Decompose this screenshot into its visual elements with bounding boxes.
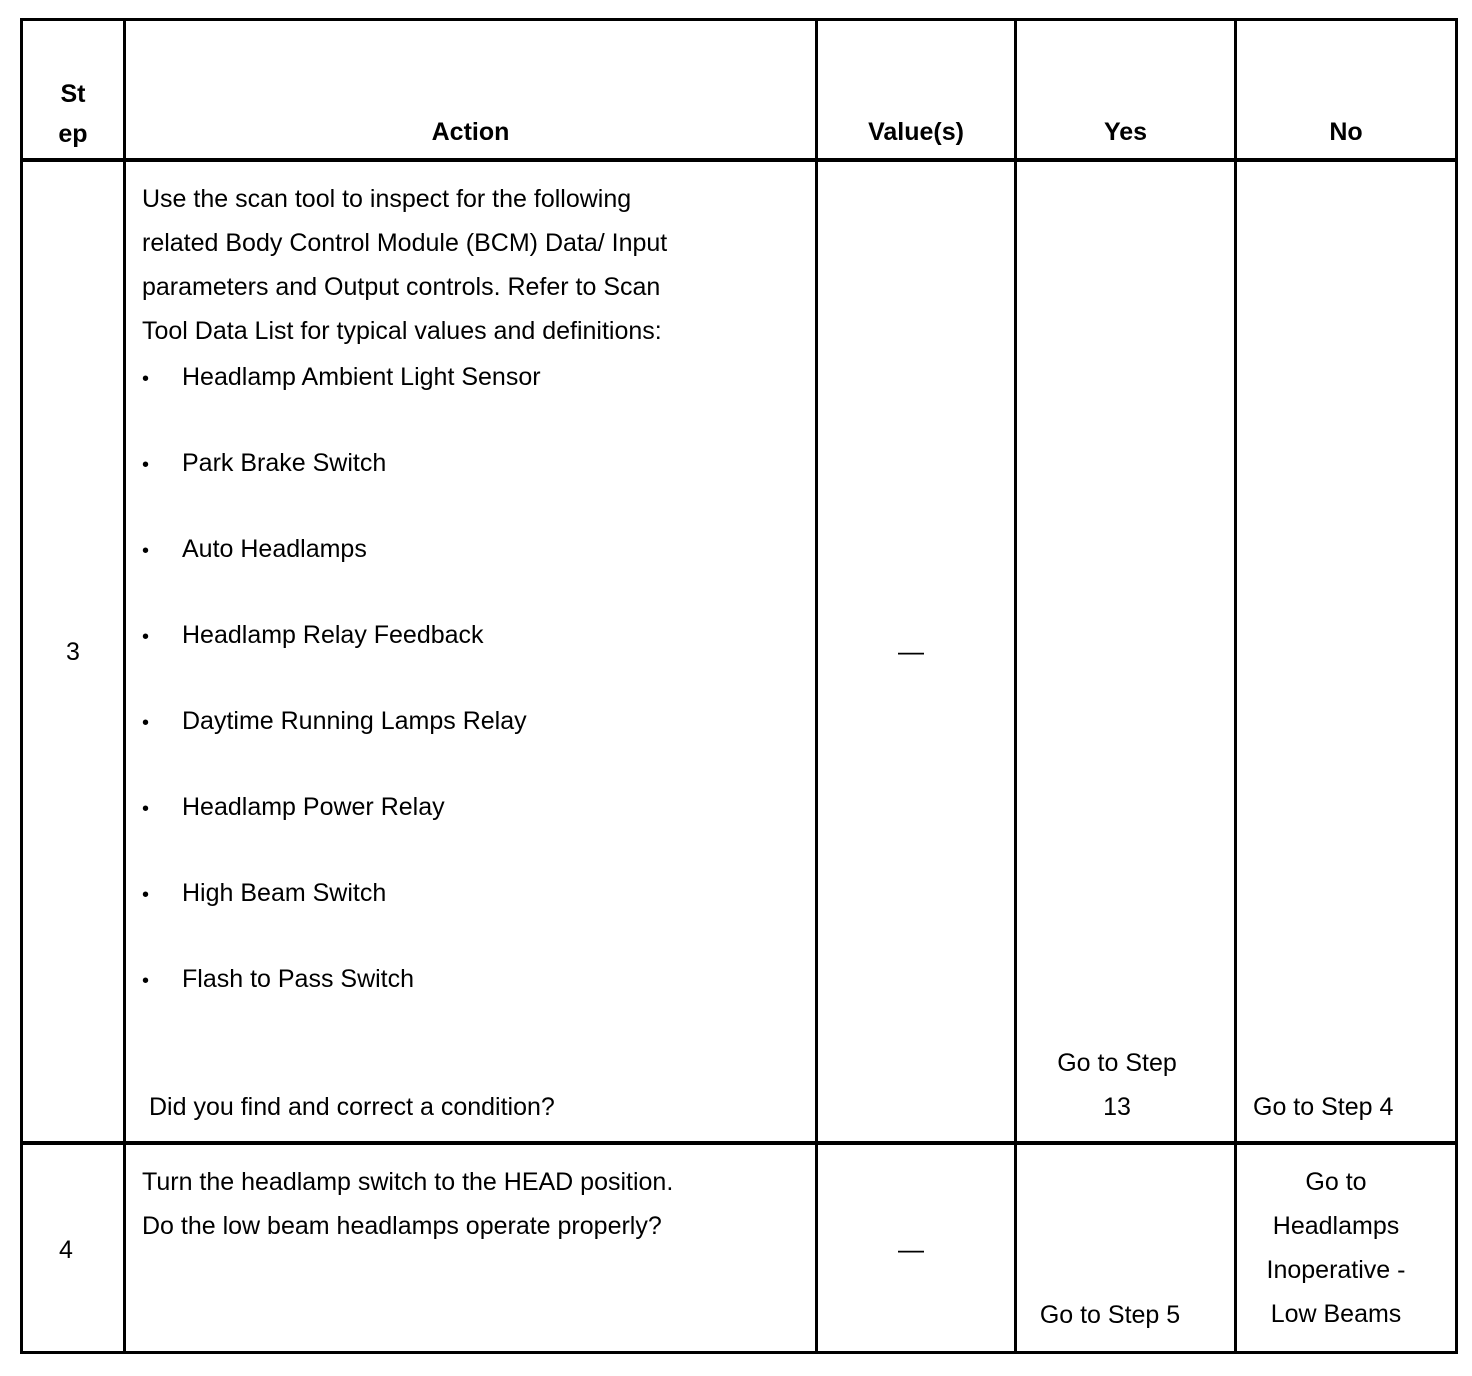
row4-no-line: Inoperative - (1266, 1256, 1406, 1284)
row3-bullet-item (142, 964, 414, 996)
row3-value: — (898, 636, 924, 666)
bullet-icon: • (142, 798, 150, 820)
table-top-border (20, 18, 1458, 21)
bullet-label: Park Brake Switch (182, 449, 387, 477)
row3-action-line: Tool Data List for typical values and definitions: (142, 317, 662, 345)
row3-bullet-item (142, 448, 386, 480)
bullet-label: Headlamp Ambient Light Sensor (182, 363, 541, 391)
bullet-label: Daytime Running Lamps Relay (182, 707, 527, 735)
row3-bottom-border (20, 1141, 1458, 1145)
row4-action (142, 1160, 673, 1248)
row3-yes-line: Go to Step (1057, 1049, 1177, 1077)
row3-yes (1017, 1041, 1217, 1129)
header-no: No (1329, 118, 1363, 146)
col-divider-step (123, 18, 126, 1354)
header-yes: Yes (1103, 118, 1148, 146)
row3-action-line: Use the scan tool to inspect for the following (142, 185, 632, 213)
table-bottom-border (20, 1351, 1458, 1354)
header-values: Value(s) (868, 118, 964, 146)
bullet-icon: • (142, 540, 150, 562)
header-step-line1: St (60, 80, 86, 108)
row3-bullet-item (142, 706, 527, 738)
row3-bullet-item (142, 792, 445, 824)
row4-action-line: Do the low beam headlamps operate properly? (142, 1212, 662, 1240)
bullet-icon: • (142, 368, 150, 390)
row3-bullet-item (142, 534, 367, 566)
header-bottom-border (20, 158, 1458, 162)
col-divider-values (1014, 18, 1017, 1354)
header-action: Action (431, 118, 510, 146)
row4-no-line: Go to (1305, 1168, 1367, 1196)
bullet-icon: • (142, 884, 150, 906)
row4-no-line: Low Beams (1270, 1300, 1402, 1328)
header-step-line2: ep (58, 120, 88, 148)
row3-action-intro (142, 177, 667, 353)
bullet-label: Flash to Pass Switch (182, 965, 415, 993)
row3-action-line: related Body Control Module (BCM) Data/ Input (142, 229, 668, 257)
row3-bullet-item (142, 878, 386, 910)
row3-question: Did you find and correct a condition? (149, 1093, 555, 1121)
bullet-label: Auto Headlamps (182, 535, 367, 563)
row4-value: — (898, 1234, 924, 1264)
bullet-label: High Beam Switch (182, 879, 387, 907)
bullet-label: Headlamp Power Relay (182, 793, 445, 821)
row3-yes-line: 13 (1103, 1093, 1131, 1121)
row4-no-line: Headlamps (1272, 1212, 1400, 1240)
table-left-border (20, 18, 23, 1354)
col-divider-action (815, 18, 818, 1354)
row3-action-line: parameters and Output controls. Refer to Scan (142, 273, 661, 301)
table-right-border (1455, 18, 1458, 1354)
bullet-icon: • (142, 970, 150, 992)
row4-action-line: Turn the headlamp switch to the HEAD position. (142, 1168, 674, 1196)
col-divider-yes (1234, 18, 1237, 1354)
row3-no: Go to Step 4 (1253, 1093, 1394, 1121)
row3-step: 3 (66, 638, 80, 666)
row4-no (1237, 1160, 1435, 1336)
bullet-icon: • (142, 454, 150, 476)
header-step (23, 74, 123, 154)
row3-bullet-item (142, 362, 541, 394)
bullet-icon: • (142, 712, 150, 734)
bullet-icon: • (142, 626, 150, 648)
row4-step: 4 (59, 1236, 73, 1264)
row3-bullet-item (142, 620, 484, 652)
bullet-label: Headlamp Relay Feedback (182, 621, 484, 649)
row4-yes: Go to Step 5 (1039, 1301, 1181, 1329)
